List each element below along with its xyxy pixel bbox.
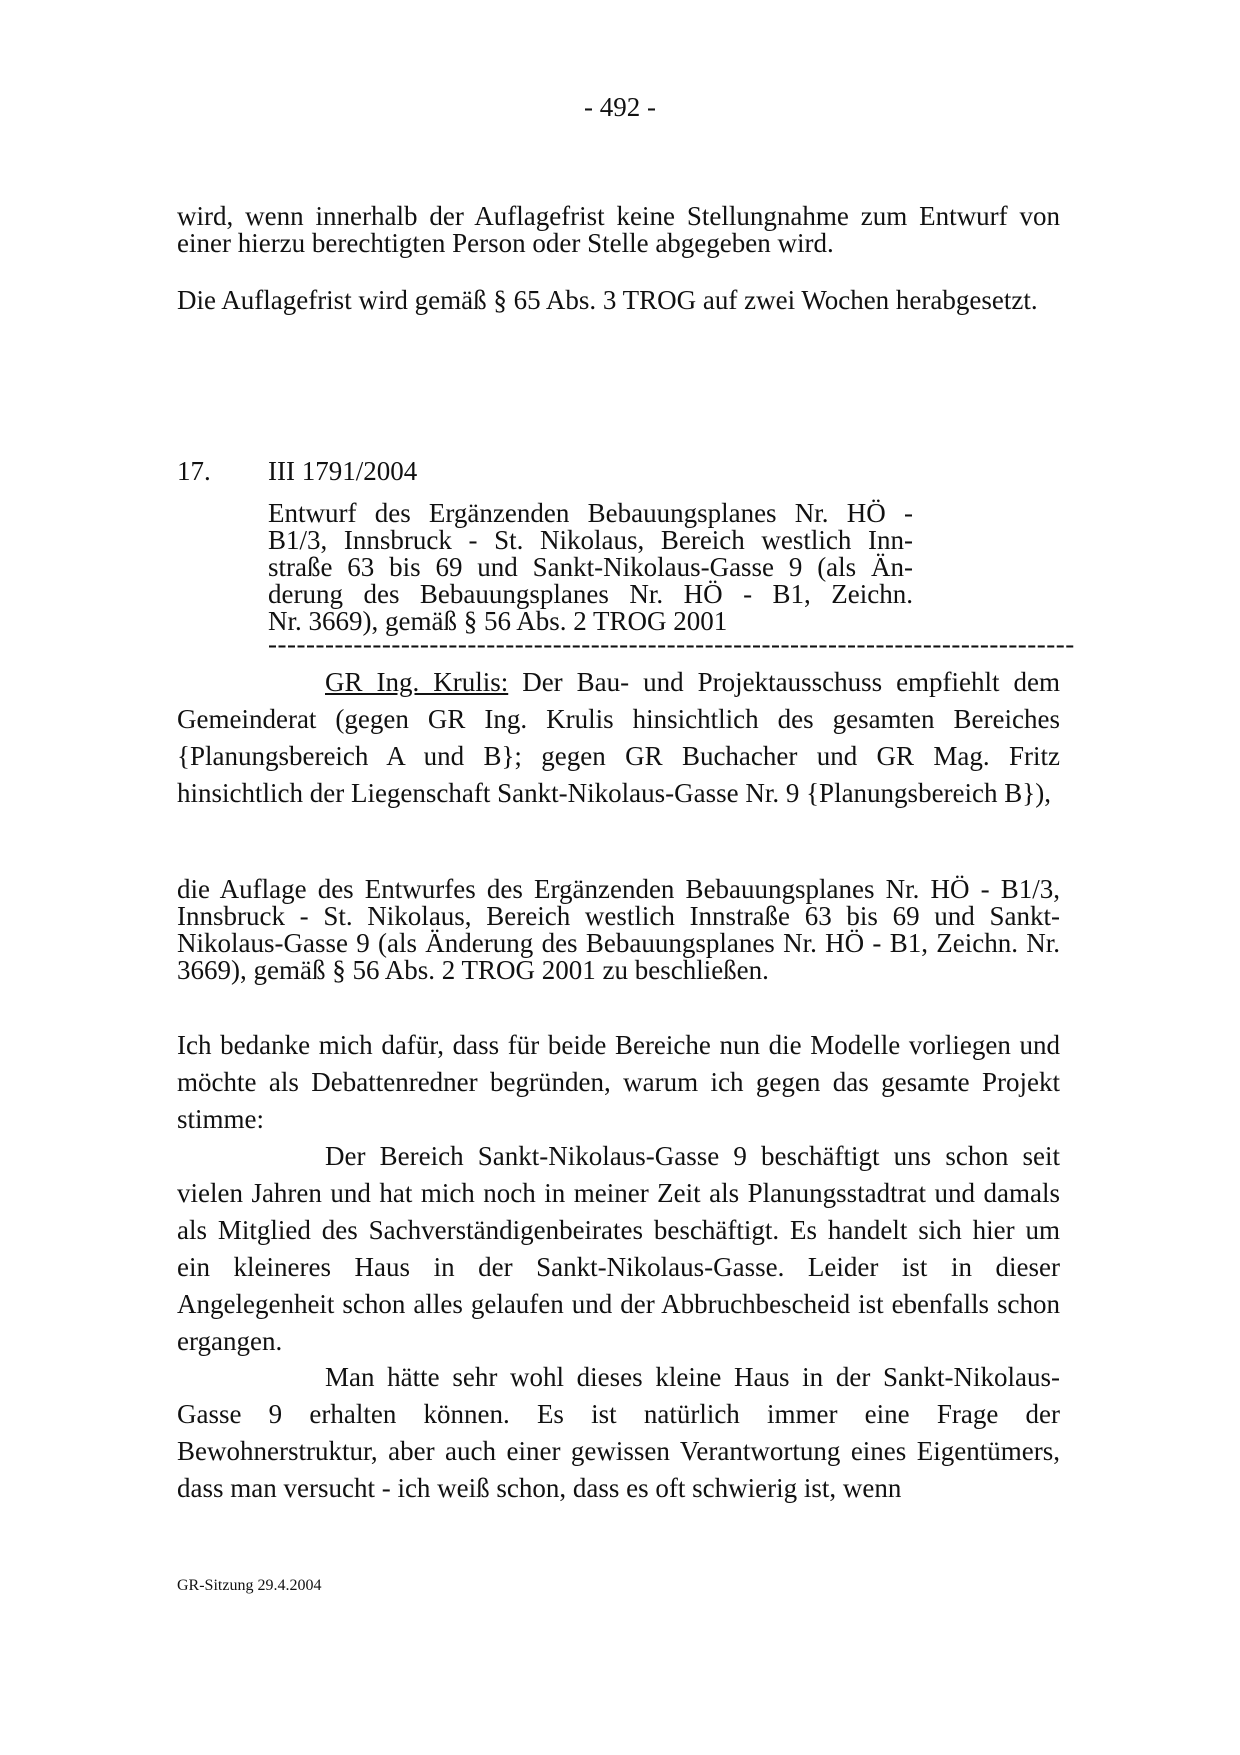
- description-line: Entwurf des Ergänzenden Bebauungsplanes Nr. HÖ -: [268, 498, 913, 528]
- paragraph-deadline: Die Auflagefrist wird gemäß § 65 Abs. 3 TROG auf zwei Wochen herabgesetzt.: [177, 285, 1038, 315]
- agenda-item-reference: III 1791/2004: [268, 456, 418, 486]
- paragraph-continuation: wird, wenn innerhalb der Auflagefrist keine Stellungnahme zum Entwurf von einer hierzu berechtigten Person oder Stelle abgegeben wird.: [177, 201, 1060, 258]
- motion-intro: [177, 664, 1060, 812]
- description-line: derung des Bebauungsplanes Nr. HÖ - B1, Zeichn.: [268, 579, 913, 609]
- separator-line: -------------------------------------------------------------------------------------: [268, 629, 1075, 659]
- speech-paragraph: Der Bereich Sankt-Nikolaus-Gasse 9 beschäftigt uns schon seit vielen Jahren und hat mich noch in meiner Zeit als Planungsstadtrat und damals als Mitglied des Sachverständigenbeirates beschäftigt. Es handelt sich hier um ein kleineres Haus in der Sankt-Nikolaus-Gasse. Leider ist in dieser Angelegenheit schon alles gelaufen und der Abbruchbescheid ist ebenfalls schon ergangen.: [177, 1141, 1060, 1356]
- description-line: straße 63 bis 69 und Sankt-Nikolaus-Gasse 9 (als Än-: [268, 552, 913, 582]
- description-line: B1/3, Innsbruck - St. Nikolaus, Bereich westlich Inn-: [268, 525, 913, 555]
- motion-resolution: die Auflage des Entwurfes des Ergänzenden Bebauungsplanes Nr. HÖ - B1/3, Innsbruck - St. Nikolaus, Bereich westlich Innstraße 63 bis 69 und Sankt-Nikolaus-Gasse 9 (als Änderung des Bebauungsplanes Nr. HÖ - B1, Zeichn. Nr. 3669), gemäß § 56 Abs. 2 TROG 2001 zu beschließen.: [177, 874, 1060, 985]
- speaker-name: GR Ing. Krulis:: [325, 667, 509, 697]
- speech-paragraph: Man hätte sehr wohl dieses kleine Haus in der Sankt-Nikolaus-Gasse 9 erhalten können. Es ist natürlich immer eine Frage der Bewohnerstruktur, aber auch einer gewissen Verantwortung eines Eigentümers, dass man versucht - ich weiß schon, dass es oft schwierig ist, wenn: [177, 1362, 1060, 1503]
- motion-intro-text: Der Bau- und Projektausschuss empfiehlt dem Gemeinderat (gegen GR Ing. Krulis hinsichtlich des gesamten Bereiches {Planungsbereich A und B}; gegen GR Buchacher und GR Mag. Fritz hinsichtlich der Liegenschaft Sankt-Nikolaus-Gasse Nr. 9 {Planungsbereich B}),: [177, 667, 1061, 808]
- speech-paragraph: Ich bedanke mich dafür, dass für beide Bereiche nun die Modelle vorliegen und möchte als Debattenredner begründen, warum ich gegen das gesamte Projekt stimme:: [177, 1030, 1060, 1134]
- agenda-item-number: 17.: [177, 456, 211, 486]
- footer-session-date: GR-Sitzung 29.4.2004: [177, 1577, 322, 1594]
- agenda-item-description: [268, 500, 913, 635]
- description-line: Nr. 3669), gemäß § 56 Abs. 2 TROG 2001: [268, 606, 728, 636]
- page-number: - 492 -: [584, 92, 656, 122]
